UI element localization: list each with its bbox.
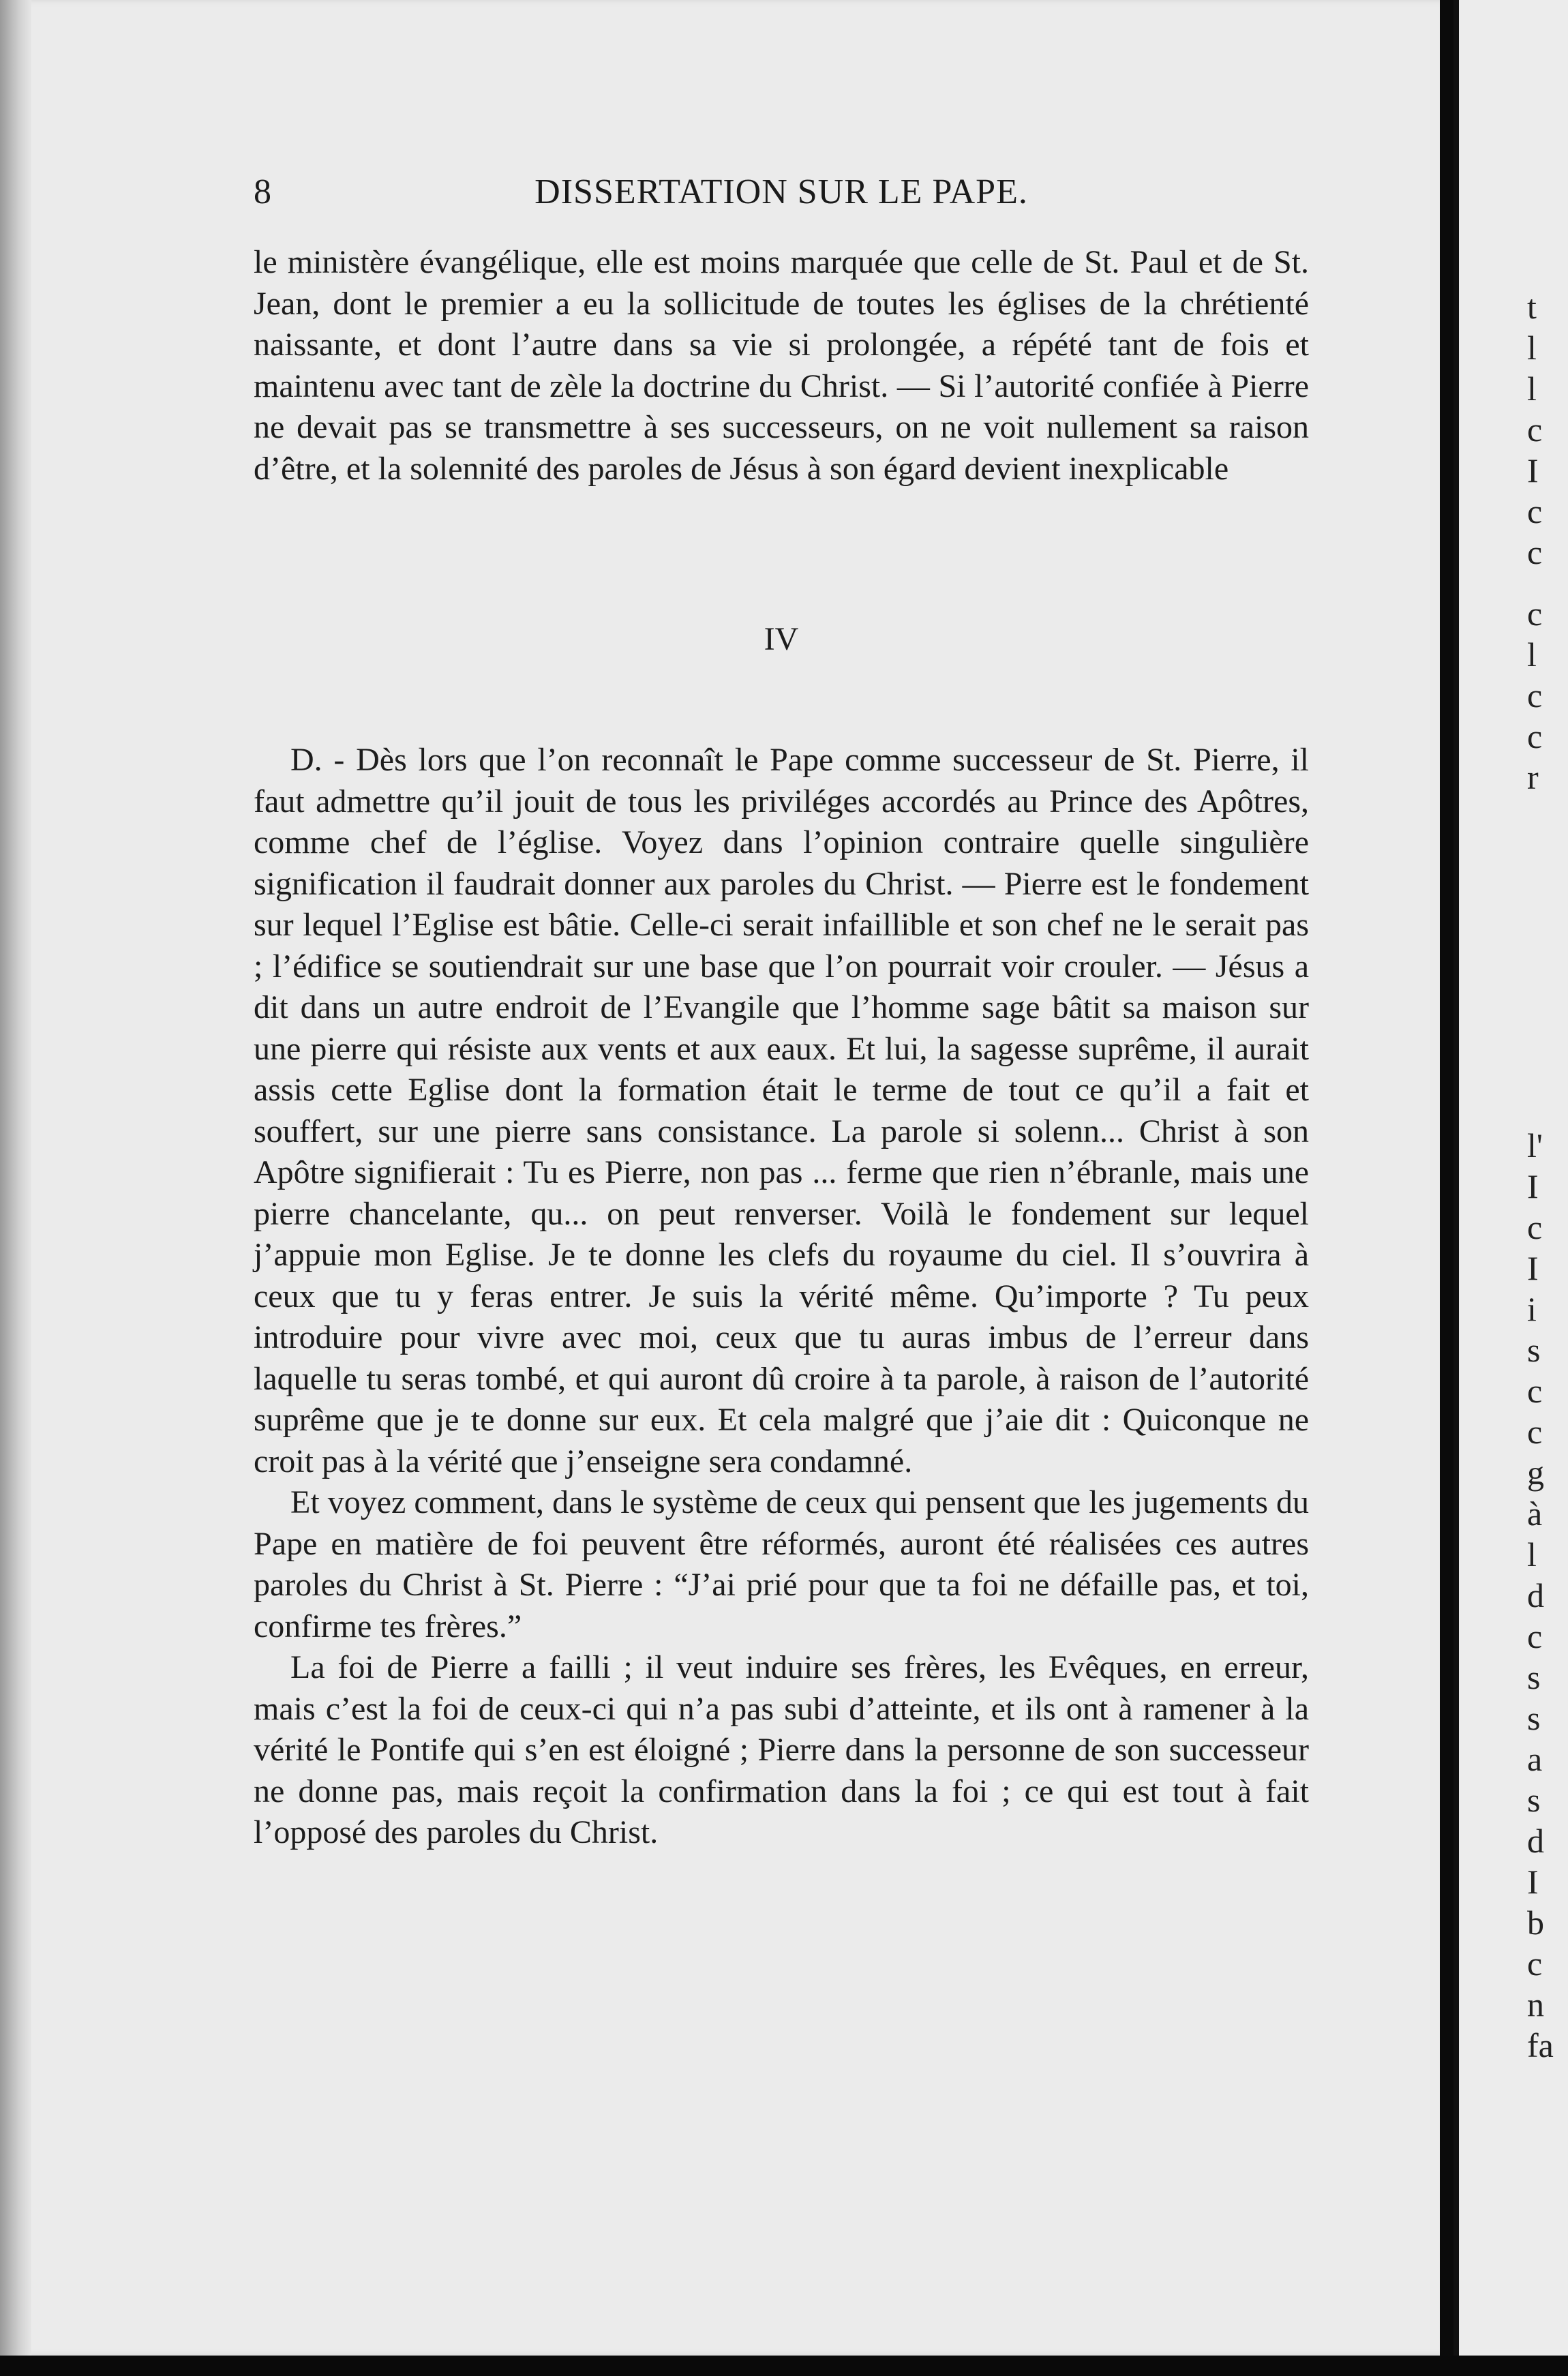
facing-page-glyph: c <box>1527 1208 1543 1246</box>
facing-page-glyph: l <box>1527 329 1537 367</box>
facing-page-glyph: c <box>1527 595 1543 633</box>
facing-page-glyph: i <box>1527 1290 1537 1328</box>
facing-page-glyph: I <box>1527 1249 1539 1287</box>
facing-page-glyph: l <box>1527 635 1537 674</box>
section-body <box>254 740 1309 1854</box>
facing-page-glyph: s <box>1527 1781 1541 1819</box>
facing-page-glyph: d <box>1527 1576 1544 1614</box>
paragraph: La foi de Pierre a failli ; il veut induire ses frères, les Evêques, en erreur, mais c’est la foi de ceux-ci qui n’a pas subi d’atteinte, et ils ont à ramener à la vérité le Pontife qui s’en est éloigné ; Pierre dans la personne de son successeur ne donne pas, mais reçoit la confirmation dans la foi ; ce qui est tout à fait l’opposé des paroles du Christ. <box>254 1649 1309 1850</box>
facing-page-glyph: t <box>1527 288 1537 326</box>
paragraph: D. - Dès lors que l’on reconnaît le Pape comme successeur de St. Pierre, il faut admettre qu’il jouit de tous les priviléges accordés au Prince des Apôtres, comme chef de l’église. Voyez dans l’opinion contraire quelle singulière signification il faudrait donner aux paroles du Christ. — Pierre est le fondement sur lequel l’Eglise est bâtie. Celle-ci serait infaillible et son chef ne le serait pas ; l’édifice se soutiendrait sur une base que l’on pourrait voir crouler. — Jésus a dit dans un autre endroit de l’Evangile que l’homme sage bâtit sa maison sur une pierre qui résiste aux vents et aux eaux. Et lui, la sagesse suprême, il aurait assis cette Eglise dont la formation était le terme de tout ce qu’il a fait et souffert, sur une pierre sans consistance. La parole si solenn... Christ à son Apôtre signifierait : Tu es Pierre, non pas ... ferme que rien n’ébranle, mais une pierre chancelante, qu... on peut renverser. Voilà le fondement sur lequel j’appuie mon Eglise. Je te donne les clefs du royaume du ciel. Il s’ouvrira à ceux que tu y feras entrer. Je suis la vérité même. Qu’importe ? Tu peux introduire pour vivre avec moi, ceux que tu auras imbus de l’erreur dans laquelle tu seras tombé, et qui auront dû croire à ta parole, à raison de l’autorité suprême que je te donne sur eux. Et cela malgré que j’aie dit : Quiconque ne croit pas à la vérité que j’enseigne sera condamné. <box>254 742 1309 1479</box>
facing-page-glyph: fa <box>1527 2026 1554 2064</box>
facing-page-glyph: l' <box>1527 1126 1543 1164</box>
continued-paragraph <box>254 242 1309 490</box>
scan-border <box>0 2356 1568 2376</box>
facing-page-glyph: c <box>1527 1413 1543 1451</box>
facing-page-glyph: c <box>1527 676 1543 715</box>
facing-page-glyph: c <box>1527 410 1543 449</box>
facing-page-glyph: b <box>1527 1904 1544 1942</box>
facing-page-glyph: s <box>1527 1331 1541 1369</box>
facing-page-glyph: r <box>1527 758 1539 796</box>
facing-page-glyph: c <box>1527 1944 1543 1983</box>
facing-page-glyph: s <box>1527 1699 1541 1737</box>
facing-page-glyph: c <box>1527 492 1543 530</box>
facing-page-glyph: g <box>1527 1454 1544 1492</box>
facing-page-glyph: l <box>1527 1535 1537 1574</box>
paragraph: le ministère évangélique, elle est moins marquée que celle de St. Paul et de St. Jean, dont le premier a eu la sollicitude de toutes les églises de la chrétienté naissante, et dont l’autre dans sa vie si prolongée, a répété tant de fois et maintenu avec tant de zèle la doctrine du Christ. — Si l’autorité confiée à Pierre ne devait pas se transmettre à ses successeurs, on ne voit nullement sa raison d’être, et la solennité des paroles de Jésus à son égard devient inexplicable <box>254 244 1309 487</box>
facing-page-glyph: d <box>1527 1822 1544 1860</box>
section-number: IV <box>764 621 799 657</box>
page-number: 8 <box>254 172 271 211</box>
facing-page-glyph: c <box>1527 533 1543 571</box>
facing-page-glyph: I <box>1527 451 1539 490</box>
paragraph: Et voyez comment, dans le système de ceux qui pensent que les jugements du Pape en matière de foi peuvent être réformés, auront été réalisées ces autres paroles du Christ à St. Pierre : “J’ai prié pour que ta foi ne défaille pas, et toi, confirme tes frères.” <box>254 1484 1309 1644</box>
facing-page-glyph: l <box>1527 370 1537 408</box>
facing-page-edge <box>1453 0 1568 2356</box>
facing-page-glyph: c <box>1527 1372 1543 1410</box>
facing-page-glyph: c <box>1527 1617 1543 1655</box>
facing-page-glyph: I <box>1527 1167 1539 1205</box>
running-title: DISSERTATION SUR LE PAPE. <box>534 172 1028 211</box>
page-header <box>254 172 1309 220</box>
facing-page-glyph: à <box>1527 1494 1543 1533</box>
facing-page-glyph: n <box>1527 1985 1544 2024</box>
facing-page-glyph: c <box>1527 717 1543 755</box>
facing-page-glyph: a <box>1527 1740 1543 1778</box>
facing-page-glyph: I <box>1527 1863 1539 1901</box>
facing-page-glyph: s <box>1527 1658 1541 1696</box>
